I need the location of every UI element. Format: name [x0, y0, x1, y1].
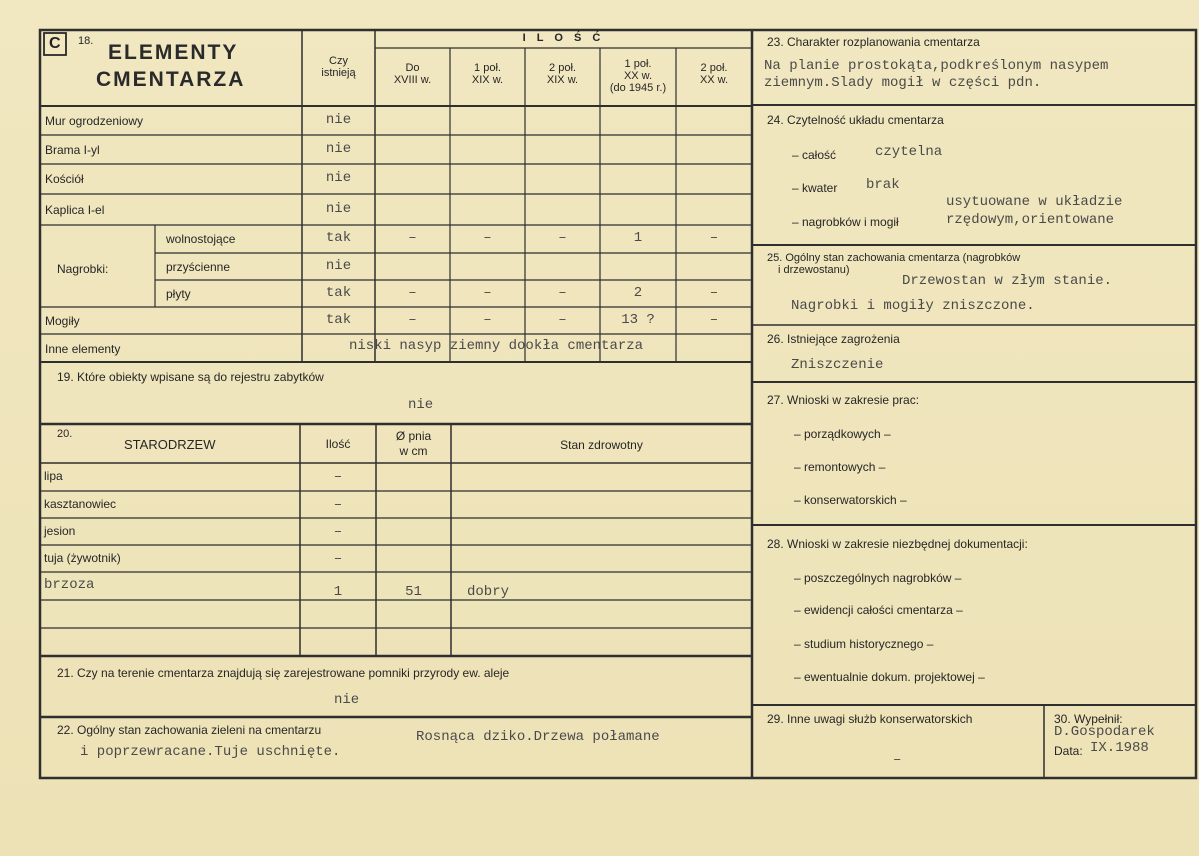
- q28-item-3: – studium historycznego –: [794, 637, 934, 651]
- element-row-count: –: [709, 312, 719, 328]
- tree-ilosc: –: [333, 551, 343, 567]
- q21-label: 21. Czy na terenie cmentarza znajdują się zarejestrowane pomniki przyrody ew. aleje: [57, 666, 510, 680]
- tree-ilosc: –: [333, 524, 343, 540]
- q26-value: Zniszczenie: [791, 357, 884, 373]
- nagrobki-label: Nagrobki:: [57, 262, 109, 276]
- q24-nagrobkow-value-1: usytuowane w układzie: [946, 194, 1123, 210]
- element-row-exists: tak: [325, 230, 352, 246]
- q20-col-ilosc: Ilość: [325, 437, 351, 451]
- tree-name: brzoza: [44, 577, 95, 593]
- tree-name: tuja (żywotnik): [44, 551, 121, 565]
- element-row-count: –: [709, 230, 719, 246]
- q30-date-value: IX.1988: [1090, 740, 1149, 756]
- element-row-label: Kościół: [45, 172, 84, 186]
- q27-item-1: – porządkowych –: [794, 427, 891, 441]
- q24-kwater-label: – kwater: [792, 181, 838, 195]
- period-header-l2: XX w.: [699, 74, 729, 86]
- element-row-exists: nie: [325, 112, 352, 128]
- title-line-2: CMENTARZA: [96, 68, 246, 91]
- element-row-count: 2: [633, 285, 643, 301]
- period-header-l2: XIX w.: [471, 74, 504, 86]
- q25-value-2: Nagrobki i mogiły zniszczone.: [791, 298, 1035, 314]
- period-header-l3: (do 1945 r.): [609, 82, 667, 94]
- q24-calosc-value: czytelna: [875, 144, 943, 160]
- inne-elementy-value: niski nasyp ziemny dookła cmentarza: [349, 338, 644, 354]
- period-header-l1: 1 poł.: [624, 58, 652, 70]
- q23-line-1: Na planie prostokąta,podkreślonym nasypem: [764, 58, 1109, 74]
- q28-item-4: – ewentualnie dokum. projektowej –: [794, 670, 985, 684]
- tree-name: lipa: [44, 469, 63, 483]
- q22-label: 22. Ogólny stan zachowania zieleni na cmentarzu: [57, 723, 322, 737]
- element-row-exists: tak: [325, 312, 352, 328]
- inne-elementy-label: Inne elementy: [45, 342, 121, 356]
- q24-nagrobkow-value-2: rzędowym,orientowane: [946, 212, 1115, 228]
- tree-name: kasztanowiec: [44, 497, 117, 511]
- q24-label: 24. Czytelność układu cmentarza: [767, 113, 944, 127]
- period-header-l1: Do: [405, 62, 420, 74]
- q25-value-1: Drzewostan w złym stanie.: [902, 273, 1113, 289]
- q25-label-1: 25. Ogólny stan zachowania cmentarza (nagrobków: [767, 252, 1021, 264]
- tree-ilosc: 1: [333, 584, 343, 600]
- element-row-count: –: [483, 312, 492, 328]
- q23-line-2: ziemnym.Slady mogił w części pdn.: [764, 75, 1042, 91]
- element-row-count: –: [408, 312, 417, 328]
- q27-item-2: – remontowych –: [794, 460, 886, 474]
- element-row-count: –: [558, 230, 567, 246]
- q20-col-stan: Stan zdrowotny: [560, 438, 643, 452]
- element-row-count: –: [408, 285, 417, 301]
- q27-item-3: – konserwatorskich –: [794, 493, 907, 507]
- period-header-l2: XX w.: [623, 70, 653, 82]
- element-row-label: przyścienne: [166, 260, 231, 274]
- q29-label: 29. Inne uwagi służb konserwatorskich: [767, 712, 973, 726]
- tree-pnia: 51: [405, 584, 422, 600]
- q25-label-2: i drzewostanu): [778, 264, 850, 276]
- q22-value-1: Rosnąca dziko.Drzewa połamane: [416, 729, 660, 745]
- element-row-exists: nie: [325, 170, 352, 186]
- element-row-label: wolnostojące: [166, 232, 236, 246]
- q30-name: D.Gospodarek: [1054, 724, 1155, 740]
- q21-value: nie: [334, 692, 360, 708]
- element-row-exists: nie: [325, 258, 352, 274]
- element-row-exists: tak: [325, 285, 352, 301]
- tree-stan: dobry: [467, 584, 510, 600]
- element-row-count: 13 ?: [621, 312, 655, 328]
- q19-value: nie: [408, 397, 434, 413]
- q20-col-pnia-l1: Ø pnia: [395, 429, 432, 443]
- q28-item-2: – ewidencji całości cmentarza –: [794, 603, 963, 617]
- title-line-1: ELEMENTY: [108, 41, 239, 64]
- q20-number: 20.: [57, 428, 73, 440]
- element-row-label: Mogiły: [45, 314, 80, 328]
- element-row-count: –: [709, 285, 719, 301]
- q26-label: 26. Istniejące zagrożenia: [767, 332, 900, 346]
- tree-ilosc: –: [333, 469, 343, 485]
- element-row-label: Mur ogrodzeniowy: [45, 114, 144, 128]
- section-number-18: 18.: [78, 35, 94, 47]
- q20-title: STARODRZEW: [124, 437, 216, 452]
- q28-item-1: – poszczególnych nagrobków –: [794, 571, 962, 585]
- element-row-label: płyty: [166, 287, 191, 301]
- period-header-l2: XIX w.: [546, 74, 579, 86]
- element-row-count: –: [558, 312, 567, 328]
- q30-date-label: Data:: [1054, 744, 1083, 758]
- element-row-exists: nie: [325, 141, 352, 157]
- element-row-exists: nie: [325, 201, 352, 217]
- period-header-l1: 1 poł.: [474, 62, 501, 74]
- element-row-label: Kaplica I-el: [45, 203, 105, 217]
- section-letter: C: [49, 35, 61, 52]
- q20-col-pnia-l2: w cm: [399, 444, 428, 458]
- q23-label: 23. Charakter rozplanowania cmentarza: [767, 35, 980, 49]
- period-header-l1: 2 poł.: [549, 62, 576, 74]
- q22-value-2: i poprzewracane.Tuje uschnięte.: [80, 744, 341, 760]
- q24-kwater-value: brak: [866, 177, 900, 193]
- exists-header-l2: istnieją: [321, 67, 356, 79]
- element-row-count: –: [408, 230, 417, 246]
- q27-label: 27. Wnioski w zakresie prac:: [767, 393, 920, 407]
- ilosc-header: I L O Ś Ć: [522, 32, 605, 44]
- period-header-l2: XVIII w.: [393, 74, 432, 86]
- q19-label: 19. Które obiekty wpisane są do rejestru zabytków: [57, 370, 324, 384]
- q29-value: –: [893, 752, 902, 768]
- q30-label: 30. Wypełnił:: [1054, 712, 1123, 726]
- element-row-count: –: [483, 285, 492, 301]
- q24-calosc-label: – całość: [792, 148, 837, 162]
- q24-nagrobkow-label: – nagrobków i mogił: [792, 215, 899, 229]
- exists-header-l1: Czy: [329, 55, 348, 67]
- tree-ilosc: –: [333, 497, 343, 513]
- q28-label: 28. Wnioski w zakresie niezbędnej dokumentacji:: [767, 537, 1028, 551]
- element-row-count: –: [558, 285, 567, 301]
- element-row-label: Brama I-yl: [45, 143, 100, 157]
- period-header-l1: 2 poł.: [700, 62, 728, 74]
- tree-name: jesion: [44, 524, 76, 538]
- element-row-count: 1: [633, 230, 643, 246]
- element-row-count: –: [483, 230, 492, 246]
